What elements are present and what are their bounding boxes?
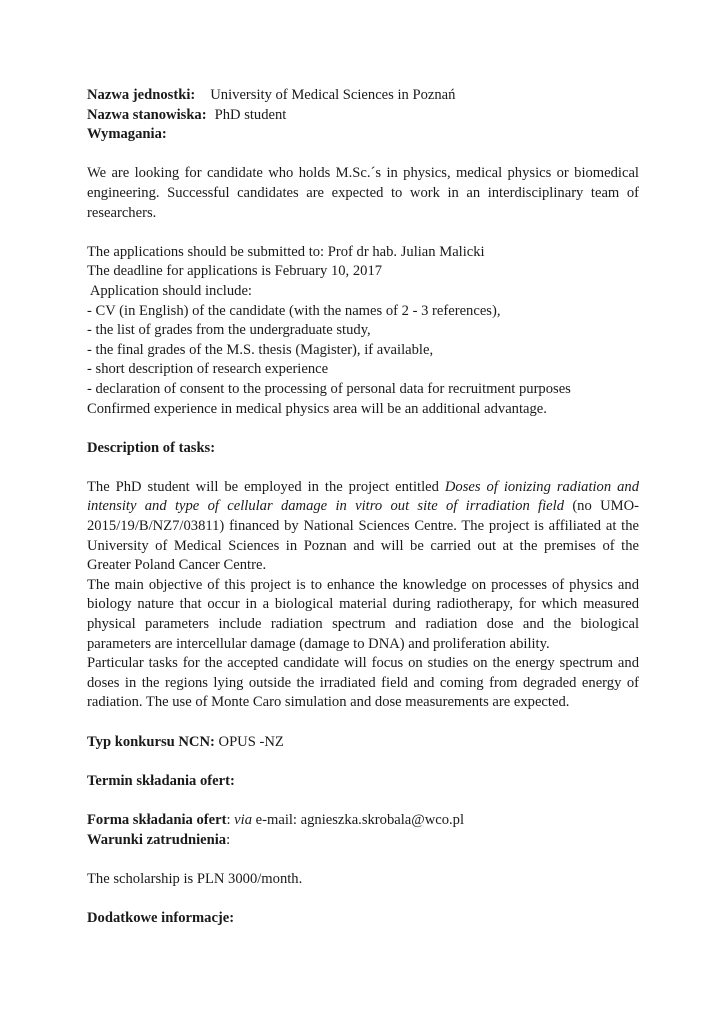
- requirements-heading: Wymagania:: [87, 126, 167, 143]
- list-item: - short description of research experience: [87, 361, 329, 378]
- tasks-paragraph-3: Particular tasks for the accepted candidate will focus on studies on the energy spectrum and doses in the regions lying outside the irradiated field and coming from degraded energy of radiation. The use of Monte Caro simulation and dose measurements are expected.: [87, 655, 639, 711]
- email-link[interactable]: agnieszka.skrobala@wco.pl: [300, 811, 465, 828]
- position-row: [87, 106, 639, 126]
- position-label: Nazwa stanowiska:: [87, 106, 207, 123]
- list-item: - CV (in English) of the candidate (with the names of 2 - 3 references),: [87, 302, 501, 319]
- advantage-line: Confirmed experience in medical physics area will be an additional advantage.: [87, 400, 547, 417]
- competition-label: Typ konkursu NCN:: [87, 733, 215, 750]
- deadline-line: The deadline for applications is February 10, 2017: [87, 263, 383, 280]
- competition-row: [87, 733, 639, 753]
- tasks-paragraph-2: The main objective of this project is to enhance the knowledge on processes of physics and biology nature that occur in a biological material during radiotherapy, for which measured physical parameters include radiation spectrum and radiation dose and the biological parameters are intercellular damage (damage to DNA) and proliferation ability.: [87, 576, 639, 652]
- tasks-heading: Description of tasks:: [87, 439, 216, 456]
- scholarship-line: The scholarship is PLN 3000/month.: [87, 870, 303, 887]
- unit-row: [87, 86, 639, 106]
- offer-deadline-heading: Termin składania ofert:: [87, 772, 235, 789]
- requirements-paragraph: We are looking for candidate who holds M.Sc.´s in physics, medical physics or biomedical engineering. Successful candidates are expected to work in an interdisciplinary team of researchers.: [87, 165, 639, 221]
- offer-form-row: Forma składania ofert: via e-mail: agnieszka.skrobala@wco.pl: [87, 811, 465, 828]
- unit-label: Nazwa jednostki:: [87, 87, 196, 103]
- employment-label: Warunki zatrudnienia: [87, 831, 227, 848]
- list-item: - the list of grades from the undergraduate study,: [87, 322, 371, 339]
- position-value: PhD student: [214, 106, 287, 123]
- employment-row: Warunki zatrudnienia:: [87, 831, 231, 848]
- additional-info-heading: Dodatkowe informacje:: [87, 909, 235, 926]
- offer-form-label: Forma składania ofert: [87, 811, 227, 828]
- competition-value: OPUS -NZ: [214, 733, 284, 750]
- tasks-paragraph-1: The PhD student will be employed in the project entitled Doses of ionizing radiation and intensity and type of cellular damage in vitro out site of irradiation field (no UMO-2015/19/B/NZ7/03811) financed by National Sciences Centre. The project is affiliated at the University of Medical Sciences in Poznan and will be carried out at the premises of the Greater Poland Cancer Centre.: [87, 478, 639, 574]
- include-intro: Application should include:: [87, 282, 252, 299]
- document-page: [87, 86, 639, 929]
- list-item: - the final grades of the M.S. thesis (Magister), if available,: [87, 341, 434, 358]
- list-item: - declaration of consent to the processing of personal data for recruitment purposes: [87, 380, 571, 397]
- unit-value: University of Medical Sciences in Poznań: [210, 87, 456, 103]
- project-title: Doses of ionizing radiation and intensity and type of cellular damage in vitro out site of irradiation field: [87, 478, 639, 515]
- submit-to-line: The applications should be submitted to: Prof dr hab. Julian Malicki: [87, 243, 485, 260]
